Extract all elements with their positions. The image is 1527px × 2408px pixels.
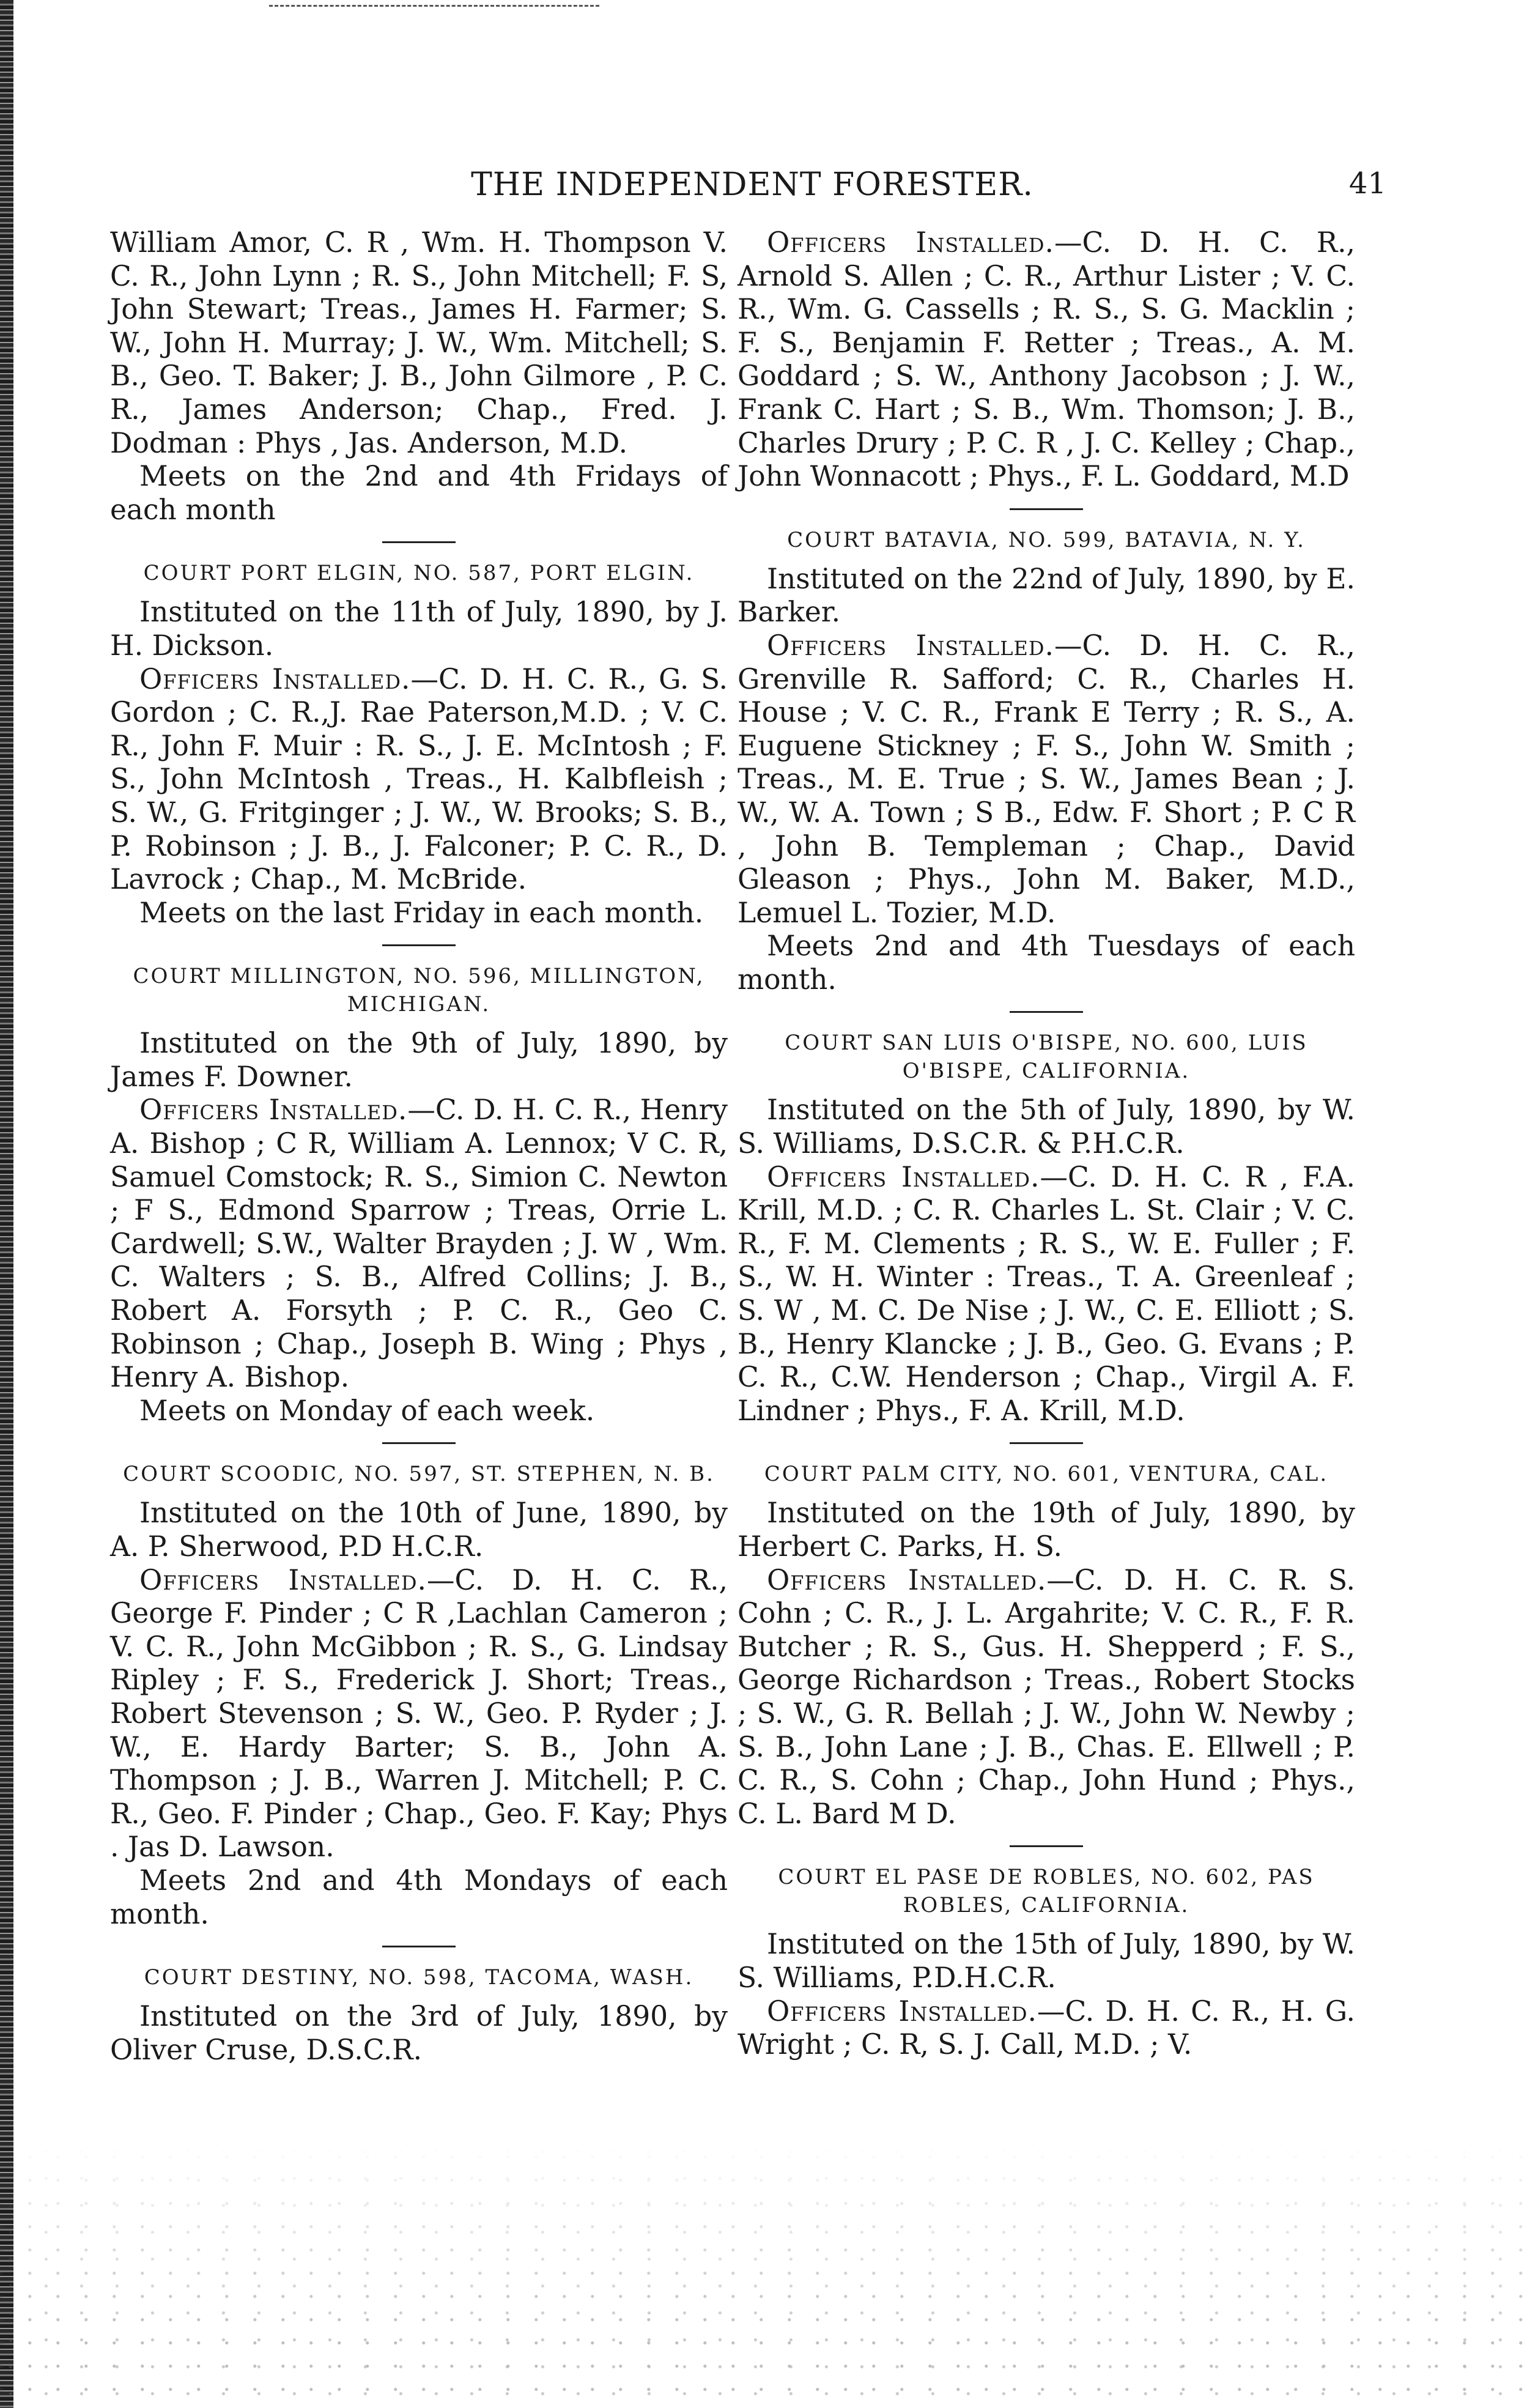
page-damage-specks	[0, 2141, 1527, 2408]
officers-label: Officers Installed.	[767, 1160, 1040, 1193]
court-meets: Meets on Monday of each week.	[139, 1394, 595, 1427]
officers-list: —C. D. H. C. R., Arnold S. Allen ; C. R., Arthur Lister ; V. C. R., Wm. G. Cassells ; R. S., S. G. Macklin ; F. S., Benjamin F. Retter ; Treas., A. M. Goddard ; S. W., Anthony Jacobson ; J. W., Frank C. Hart ; S. B., Wm. Thomson; J. B., Charles Drury ; P. C. R , J. C. Kelley ; Chap., John Wonnacott ; Phys., F. L. Goddard, M.D	[738, 226, 1355, 493]
court-instituted: Instituted on the 10th of June, 1890, by A. P. Sherwood, P.D H.C.R.	[110, 1497, 728, 1563]
officers-list: —C. D. H. C. R., H. G. Wright ; C. R, S. J. Call, M.D. ; V.	[738, 1995, 1356, 2061]
court-instituted: Instituted on the 3rd of July, 1890, by Oliver Cruse, D.S.C.R.	[110, 2000, 728, 2066]
court-officers	[110, 1564, 728, 1864]
page-number: 41	[1348, 166, 1386, 201]
officers-list: —C. D. H. C. R , F.A. Krill, M.D. ; C. R. Charles L. St. Clair ; V. C. R., F. M. Clements ; R. S., W. E. Fuller ; F. S., W. H. Winter : Treas., T. A. Greenleaf ; S. W , M. C. De Nise ; J. W., C. E. Elliott ; S. B., Henry Klancke ; J. B., Geo. G. Evans ; P. C. R., C.W. Henderson ; Chap., Virgil A. F. Lindner ; Phys., F. A. Krill, M.D.	[738, 1160, 1356, 1427]
section-rule	[382, 944, 456, 946]
book-spine-edge	[0, 0, 13, 2408]
court-officers	[110, 1094, 728, 1394]
court-title: COURT SAN LUIS O'BISPE, NO. 600, LUIS O'BISPE, CALIFORNIA.	[785, 1031, 1308, 1084]
court-title: COURT MILLINGTON, NO. 596, MILLINGTON, MICHIGAN.	[133, 964, 705, 1017]
top-dashed-line	[269, 5, 599, 7]
officers-list: —C. D. H. C. R., G. S. Gordon ; C. R.,J. Rae Paterson,M.D. ; V. C. R., John F. Muir : R. S., J. E. McIntosh ; F. S., John McIntosh , Treas., H. Kalbfleish ; S. W., G. Fritginger ; J. W., W. Brooks; S. B., P. Robinson ; J. B., J. Falconer; P. C. R., D. Lavrock ; Chap., M. McBride.	[110, 662, 728, 896]
court-officers	[738, 1564, 1355, 1831]
officers-label: Officers Installed.	[767, 629, 1054, 662]
court-title: COURT SCOODIC, NO. 597, ST. STEPHEN, N. B.	[123, 1462, 715, 1487]
court-meets: Meets on the last Friday in each month.	[139, 896, 704, 929]
right-column	[738, 226, 1355, 2062]
court-title: COURT EL PASE DE ROBLES, NO. 602, PAS ROBLES, CALIFORNIA.	[778, 1865, 1315, 1918]
right-intro-officers	[738, 226, 1355, 494]
officers-label: Officers Installed.	[767, 1995, 1037, 2028]
court-title: COURT BATAVIA, NO. 599, BATAVIA, N. Y.	[787, 527, 1306, 552]
officers-label: Officers Installed.	[767, 1563, 1047, 1596]
page-header: THE INDEPENDENT FORESTER.	[471, 166, 1033, 203]
court-title: COURT DESTINY, NO. 598, TACOMA, WASH.	[144, 1965, 694, 1990]
court-officers	[110, 663, 728, 897]
court-officers	[738, 629, 1355, 930]
court-title: COURT PORT ELGIN, NO. 587, PORT ELGIN.	[143, 561, 695, 586]
section-rule	[382, 1946, 456, 1947]
officers-label: Officers Installed.	[139, 662, 411, 695]
officers-list: —C. D. H. C. R., Grenville R. Safford; C. R., Charles H. House ; V. C. R., Frank E Terry ; R. S., A. Euguene Stickney ; F. S., John W. Smith ; Treas., M. E. True ; S. W., James Bean ; J. W., W. A. Town ; S B., Edw. F. Short ; P. C R , John B. Templeman ; Chap., David Gleason ; Phys., John M. Baker, M.D., Lemuel L. Tozier, M.D.	[738, 629, 1355, 929]
court-instituted: Instituted on the 5th of July, 1890, by W. S. Williams, D.S.C.R. & P.H.C.R.	[738, 1094, 1355, 1160]
section-rule	[1010, 1845, 1083, 1847]
court-instituted: Instituted on the 15th of July, 1890, by W. S. Williams, P.D.H.C.R.	[738, 1928, 1355, 1994]
court-officers	[738, 1995, 1355, 2062]
court-meets: Meets 2nd and 4th Tuesdays of each month.	[738, 930, 1355, 996]
court-meets: Meets 2nd and 4th Mondays of each month.	[110, 1864, 728, 1930]
court-instituted: Instituted on the 11th of July, 1890, by J. H. Dickson.	[110, 596, 728, 662]
officers-label: Officers Installed.	[767, 226, 1054, 259]
left-column	[110, 226, 728, 2067]
officers-list: —C. D. H. C. R., Henry A. Bishop ; C R, William A. Lennox; V C. R, Samuel Comstock; R. S., Simion C. Newton ; F S., Edmond Sparrow ; Treas, Orrie L. Cardwell; S.W., Walter Brayden ; J. W , Wm. C. Walters ; S. B., Alfred Collins; J. B., Robert A. Forsyth ; P. C. R., Geo C. Robinson ; Chap., Joseph B. Wing ; Phys , Henry A. Bishop.	[110, 1094, 728, 1394]
section-rule	[382, 1442, 456, 1444]
officers-list: —C. D. H. C. R., George F. Pinder ; C R ,Lachlan Cameron ; V. C. R., John McGibbon ; R. S., G. Lindsay Ripley ; F. S., Frederick J. Short; Treas., Robert Stevenson ; S. W., Geo. P. Ryder ; J. W., E. Hardy Barter; S. B., John A. Thompson ; J. B., Warren J. Mitchell; P. C. R., Geo. F. Pinder ; Chap., Geo. F. Kay; Phys . Jas D. Lawson.	[110, 1563, 728, 1864]
court-title: COURT PALM CITY, NO. 601, VENTURA, CAL.	[764, 1462, 1329, 1487]
section-rule	[1010, 1442, 1083, 1444]
court-instituted: Instituted on the 22nd of July, 1890, by E. Barker.	[738, 562, 1355, 629]
officers-list: —C. D. H. C. R. S. Cohn ; C. R., J. L. Argahrite; V. C. R., F. R. Butcher ; R. S., Gus. H. Shepperd ; F. S., George Richardson ; Treas., Robert Stocks ; S. W., G. R. Bellah ; J. W., John W. Newby ; S. B., John Lane ; J. B., Chas. E. Ellwell ; P. C. R., S. Cohn ; Chap., John Hund ; Phys., C. L. Bard M D.	[738, 1563, 1356, 1830]
officers-label: Officers Installed.	[139, 1094, 408, 1127]
left-intro-meets: Meets on the 2nd and 4th Fridays of each month	[110, 460, 728, 526]
section-rule	[382, 541, 456, 543]
left-intro-officers: William Amor, C. R , Wm. H. Thompson V. C. R., John Lynn ; R. S., John Mitchell; F. S, John Stewart; Treas., James H. Farmer; S. W., John H. Murray; J. W., Wm. Mitchell; S. B., Geo. T. Baker; J. B., John Gilmore , P. C. R., James Anderson; Chap., Fred. J. Dodman : Phys , Jas. Anderson, M.D.	[110, 226, 728, 459]
court-officers	[738, 1161, 1355, 1428]
section-rule	[1010, 508, 1083, 510]
section-rule	[1010, 1011, 1083, 1013]
officers-label: Officers Installed.	[139, 1563, 427, 1596]
court-instituted: Instituted on the 9th of July, 1890, by James F. Downer.	[110, 1027, 728, 1093]
court-instituted: Instituted on the 19th of July, 1890, by Herbert C. Parks, H. S.	[738, 1497, 1355, 1563]
